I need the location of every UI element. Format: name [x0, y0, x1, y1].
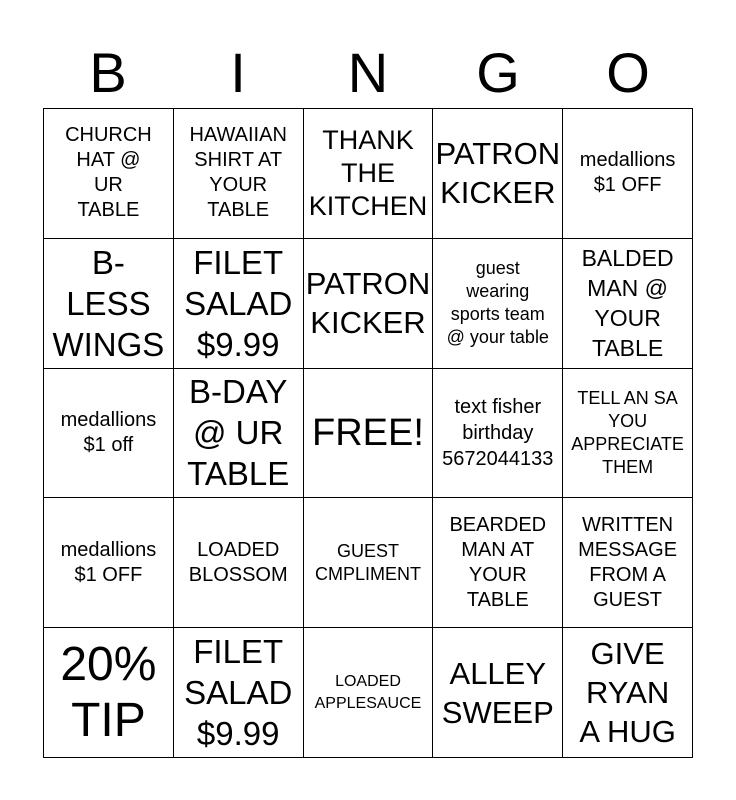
bingo-cell: FILET SALAD $9.99 [174, 628, 304, 758]
bingo-cell: GIVE RYAN A HUG [563, 628, 693, 758]
header-letter-o: O [606, 41, 650, 104]
bingo-cell: BEARDED MAN AT YOUR TABLE [433, 498, 563, 628]
bingo-cell: CHURCH HAT @ UR TABLE [44, 109, 174, 239]
bingo-cell: TELL AN SA YOU APPRECIATE THEM [563, 369, 693, 499]
bingo-cell: 20% TIP [44, 628, 174, 758]
bingo-header [43, 38, 693, 108]
bingo-cell: LOADED APPLESAUCE [304, 628, 434, 758]
bingo-cell: FILET SALAD $9.99 [174, 239, 304, 369]
bingo-cell: LOADED BLOSSOM [174, 498, 304, 628]
bingo-grid [43, 108, 693, 758]
bingo-cell: guest wearing sports team @ your table [433, 239, 563, 369]
header-letter-g: G [476, 41, 520, 104]
bingo-cell: BALDED MAN @ YOUR TABLE [563, 239, 693, 369]
bingo-cell: WRITTEN MESSAGE FROM A GUEST [563, 498, 693, 628]
header-letter-b: B [89, 41, 127, 104]
bingo-cell: medallions $1 off [44, 369, 174, 499]
bingo-cell: FREE! [304, 369, 434, 499]
bingo-cell: B- LESS WINGS [44, 239, 174, 369]
header-letter-n: N [347, 41, 389, 104]
bingo-cell: medallions $1 OFF [563, 109, 693, 239]
bingo-cell: HAWAIIAN SHIRT AT YOUR TABLE [174, 109, 304, 239]
bingo-cell: PATRON KICKER [304, 239, 434, 369]
header-letter-i: I [230, 41, 246, 104]
bingo-cell: text fisher birthday 5672044133 [433, 369, 563, 499]
bingo-cell: THANK THE KITCHEN [304, 109, 434, 239]
bingo-cell: medallions $1 OFF [44, 498, 174, 628]
bingo-cell: PATRON KICKER [433, 109, 563, 239]
bingo-cell: B-DAY @ UR TABLE [174, 369, 304, 499]
bingo-cell: ALLEY SWEEP [433, 628, 563, 758]
bingo-cell: GUEST CMPLIMENT [304, 498, 434, 628]
